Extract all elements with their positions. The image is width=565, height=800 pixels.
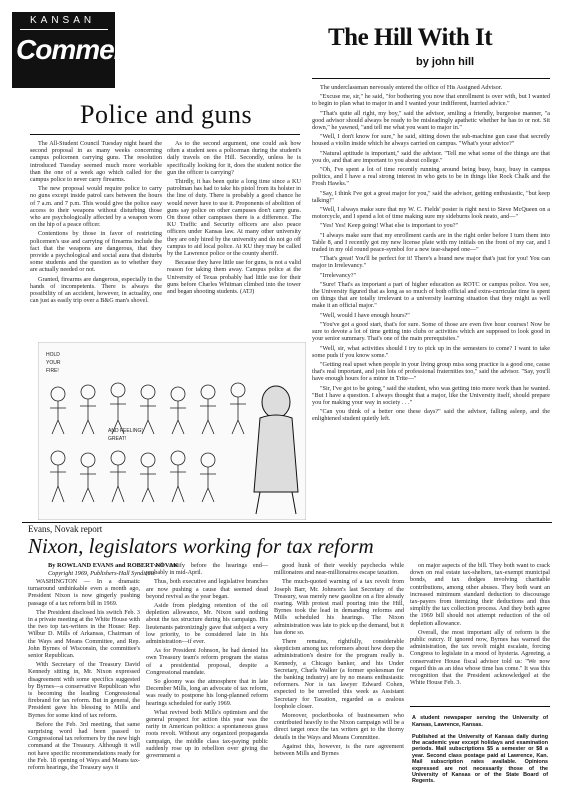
column-rule xyxy=(312,78,550,79)
editorial-paragraph: Contentions by those in favor of restricting policemen's use and carrying of firearms include the fact that the weapons are dangerous, that they provide a psychological and social aura that disturbs some students and the question as to whether they are actually needed or not. xyxy=(30,230,162,274)
article-paragraph: There remains, rightfully, considerable skepticism among tax reformers about how deep the administration's desire for the program really is. Kennedy, a Chicago banker, and his Under Secretary, Charls Walker (a former spokesman for the banking industry) are by no means enthusiastic reformers. Nor is tax lawyer Edward Cohen, expected to be unveiled this week as Assistant Secretary for Taxation, regarded as a zealous loophole closer. xyxy=(274,638,404,710)
article-paragraph: The much-quoted warning of a tax revolt from Joseph Barr, Mr. Johnson's last Secretary of the Treasury, was merely new gasoline on a fire already roaring. With protest mail pouring into the Hill, Byrnes took the lead in demanding reforms and Mills scheduled his hearings. The Nixon administration was late to pick up the demand, but it has done so. xyxy=(274,578,404,636)
article-kicker: Evans, Novak report xyxy=(28,524,103,534)
article-column-2 xyxy=(146,562,268,792)
article-paragraph: Overall, the most important ally of reform is the public outcry. If ignored now, Byrnes has warned the administration, the tax revolt might escalate, forcing Congress to legislate in a mood of hysteria. Agreeing, a conservative House fiscal advisor told us: "We now regard this as an idea whose time has come." It was this recognition that the President acknowledged at the White House Feb. 3. xyxy=(410,628,550,687)
cartoon-text-1: HOLD xyxy=(46,352,60,358)
article-paragraph: on major aspects of the bill. They both want to crack down on real estate tax-shelters, tax-exempt municipal bonds, and tax dodges involving charitable contributions, among other abuses. They both want an increased minimum standard deduction to discourage tax-payers from itemizing their deductions and thus simplify the tax collection process. And they both agree the 1969 bill should not attempt reduction of the oil depletion allowance. xyxy=(410,562,550,627)
editorial-right-column xyxy=(167,140,301,340)
column-body xyxy=(312,84,550,506)
cartoon-text-4: AND FEELING! xyxy=(108,428,143,434)
editorial-paragraph: The All-Student Council Tuesday night heard the second proposal in as many weeks concerning campus policemen carrying guns. The resolution introduced Tuesday seemed much more workable than the one of a week ago which called for the campus police to never carry firearms. xyxy=(30,140,162,184)
article-paragraph: The President disclosed his switch Feb. 3 in a private meeting at the White House with the two top tax-writers in the House: Rep. Wilbur D. Mills of Arkansas, Chairman of the Ways and Means Committee, and Rep. John Byrnes of Wisconsin, the committee's senior Republican. xyxy=(28,608,140,660)
editorial-left-column xyxy=(30,140,162,340)
cartoon-text-2: YOUR xyxy=(46,360,61,366)
article-paragraph: WASHINGTON — In a dramatic turnaround unthinkable even a month ago, President Nixon is now gingerly pushing passage of a tax reform bill in 1969. xyxy=(28,578,140,607)
column-paragraph: "Sure! That's as important a part of higher education as ROTC or campus police. You see, the University figured that as long as so much of both official and extra-curricular time is spent on things that are totally irrelevant to a university learning situation that they might as well make it an official major." xyxy=(312,280,550,310)
column-paragraph: "Well, I always make sure that my W. C. Fields' poster is right next to Steve McQueen on a motorcycle, and I spend a lot of time making sure my sideburns look neato, and—" xyxy=(312,206,550,221)
column-paragraph: "Can you think of a better one these days?" said the advisor, falling asleep, and the enlightened student quietly left. xyxy=(312,408,550,423)
article-top-rule xyxy=(22,522,552,523)
editorial-paragraph: Granted, firearms are dangerous, especially in the hands of incompetents. There is always the possibility of an accident, however, in actuality, one can just as easily trip over a B&G man's shovel. xyxy=(30,275,162,305)
article-paragraph: So gloomy was the atmosphere that in late December Mills, long an advocate of tax reform, was ready to postpone his long-planned reform hearings scheduled for early 1969. xyxy=(146,678,268,707)
column-paragraph: "You've got a good start, that's for sure. Some of those are even five hour courses! Now be sure to devote a lot of time getting into clubs or activities which are supposed to look good in your senior summary. That's one of the main prerequisites." xyxy=(312,320,550,343)
editorial-paragraph: Because they have little use for guns, is not a valid reason for taking them away. Campus police at the University of Texas probably had little use for their guns before Charles Whitman climbed into the tower and began shooting students. (ATJ) xyxy=(167,259,301,296)
column-paragraph: "Getting real upset when people in your living group miss song practice is a good one, cause that's real important, and join lots of professional fraternities too," said the advisor. "Say, you'll have enough hours for a minor in Trite—" xyxy=(312,360,550,383)
article-column-3 xyxy=(274,562,404,792)
editorial-cartoon xyxy=(38,342,306,520)
staff-box xyxy=(412,710,548,794)
masthead-rule xyxy=(20,29,108,30)
editorial-rule xyxy=(30,134,300,135)
article-paragraph: As for President Johnson, he had denied his own Treasury team's reform program the status of a presidential proposal, despite a Congressional mandate. xyxy=(146,647,268,676)
masthead xyxy=(12,12,139,88)
column-byline: by john hill xyxy=(416,56,475,68)
staff-box-line: Published at the University of Kansas daily during the academic year except holidays and examination periods. Mail subscriptions $5 a semester or $8 a year. Second class postage paid at Lawrence, Kan. Mail subscription rates available. Opinions expressed are not necessarily those of the University of Kansas or of the State Board of Regents. xyxy=(412,733,548,785)
article-byline: By ROWLAND EVANS and ROBERT NOVAK xyxy=(48,562,179,569)
column-paragraph: The underclassman nervously entered the office of His Assigned Advisor. xyxy=(320,84,503,91)
column-paragraph: "Yes! Yes! Keep going! What else is important to you?" xyxy=(320,222,459,230)
column-paragraph: "Irrelevancy?" xyxy=(320,271,356,279)
article-column-1 xyxy=(28,578,140,792)
article-paragraph: What revived both Mills's optimism and the general prospect for action this year was the rarity in American politics: a spontaneous grass roots revolt. Without any organized propaganda campaign, the middle class tax-paying public suddenly rose up in rebellion over giving the government a xyxy=(146,708,268,760)
column-paragraph: "Sir, I've got to be going," said the student, who was getting into more work than he wanted. "But I have a question. I always thought that a major, like the University itself, should prepare you for making your way in society . . ." xyxy=(312,384,550,406)
column-title: The Hill With It xyxy=(328,24,493,51)
cartoon-text-5: GREAT! xyxy=(108,436,127,442)
staff-box-line: A student newspaper serving the University of Kansas, Lawrence, Kansas. xyxy=(412,715,548,728)
article-copyright: Copyright 1969, Publishers-Hall Syndicate xyxy=(48,570,156,577)
editorial-paragraph: As to the second argument, one could ask how often a student sees a policeman during the student's daily travels on the Hill. Secondly, unless he is specifically looking for it, does the student notice the gun the officer is carrying? xyxy=(167,140,301,176)
article-paragraph: Moreover, pocketbooks of businessmen who contributed heavily to the Nixon campaign will be a direct target once the tax writers get to the thorny details in the Ways and Means Committee. xyxy=(274,712,404,741)
editorial-paragraph: Thirdly, it has been quite a long time since a KU patrolman has had to take his pistol from its holster in the line of duty. There is probably a good chance he would never have to use it. Proponents of abolition of guns say police on other campuses don't carry guns. On those other campuses there is a difference. The KU Traffic and Security officers are also peace officers under Kansas law. At many other university they are only hired by the university and do not go off campus to aid local police. At KU they may be called by the Lawrence police or the county sheriff. xyxy=(167,178,301,258)
section-title: Comment xyxy=(16,34,139,65)
cartoon-text-3: FIRE! xyxy=(46,368,59,374)
editorial-paragraph: The new proposal would require police to carry no guns except inside patrol cars between the hours of 7 a.m. and 7 p.m. This would give the police easy access to their weapons without disturbing those who are psychologically affected by a weapon worn on the hip of a peace officer. xyxy=(30,185,162,229)
column-paragraph: "That's great! You'll be perfect for it! There's a brand new major that's just for you! You can major in Irrelevancy." xyxy=(312,255,550,270)
column-paragraph: "That's quite all right, my boy," said the advisor, smiling a friendly, burgeoise manner, "a good advisor should always be ready to be misleadingly apathetic whether he has to or not. Sit down," he yawned, "and tell me what you want to major in." xyxy=(312,109,550,132)
column-paragraph: "Well, sir, what activities should I try to pick up in the semesters to come? I want to take some puds if you know some." xyxy=(312,344,550,359)
cartoon-illustration xyxy=(38,342,306,520)
article-headline: Nixon, legislators working for tax reform xyxy=(28,534,374,558)
staff-box-rule xyxy=(410,706,550,707)
article-column-4 xyxy=(410,562,550,704)
article-paragraph: Aside from pledging retention of the oil depletion allowance, Mr. Nixon said nothing about the tax structure during his campaign. His lieutenants patronizingly gave that subject a very low priority, to be considered late in his administration—if ever. xyxy=(146,602,268,646)
column-paragraph: "Oh, I've spent a lot of time recently running around being busy, busy, busy in campus politics, and I have a real strong interest in who gets to be in things like Rock Chalk and the Frosh Hawks." xyxy=(312,166,550,188)
paper-name: KANSAN xyxy=(30,15,96,26)
article-paragraph: will testify before the hearings end—probably in mid-April. xyxy=(146,562,268,577)
article-paragraph: Thus, both executive and legislative branches are now pushing a cause that seemed dead beyond revival as the year began. xyxy=(146,578,268,600)
article-paragraph: good hunk of their weekly paychecks while millionaires and near-millionaires escape taxation. xyxy=(274,562,404,577)
column-paragraph: "Excuse me, sir," he said, "for bothering you now that enrollment is over with, but I wanted to begin to plan what to major in and I wanted your indifferent, hurried advice." xyxy=(312,93,550,108)
article-paragraph: Before the Feb. 3rd meeting, that same surprising word had been passed to Congressional tax reformers by the new high command at the Treasury. Although it will not have specific recommendations ready for the Feb. 18 opening of Ways and Means tax-reform hearings, the Treasury says it xyxy=(28,720,140,772)
column-paragraph: "Well, would I have enough hours?" xyxy=(320,311,410,319)
column-paragraph: "Well, I don't know for sure," he said, sitting down the sub-machine gun case that secretly housed a violin inside which he always carried on campus. "What's your advice?" xyxy=(312,133,550,148)
article-paragraph: Against this, however, is the rare agreement between Mills and Byrnes xyxy=(274,742,404,758)
column-paragraph: "Say, I think I've got a great major for you," said the advisor, getting enthusiastic, "but keep talking!" xyxy=(312,189,550,204)
article-paragraph: With Secretary of the Treasury David Kennedy sitting in, Mr. Nixon expressed disagreement with some specifics suggested by Byrnes—a conservative Republican who is becoming the leading Congressional firebrand for tax reform. But in general, the President gave his blessing to Mills and Byrnes for some kind of tax reform. xyxy=(28,661,140,719)
editorial-title: Police and guns xyxy=(80,100,253,129)
column-paragraph: "Natural aptitude is important," said the advisor. "Tell me what some of the things are that you do, and that are important to you about college." xyxy=(312,149,550,164)
column-paragraph: "I always make sure that my enrollment cards are in the right order before I turn them into Table 8, and I recently got my new license plate with my initials on the front of my car, and I traded in my old round peace-symbol for a new tear-shaped one—" xyxy=(312,231,550,254)
